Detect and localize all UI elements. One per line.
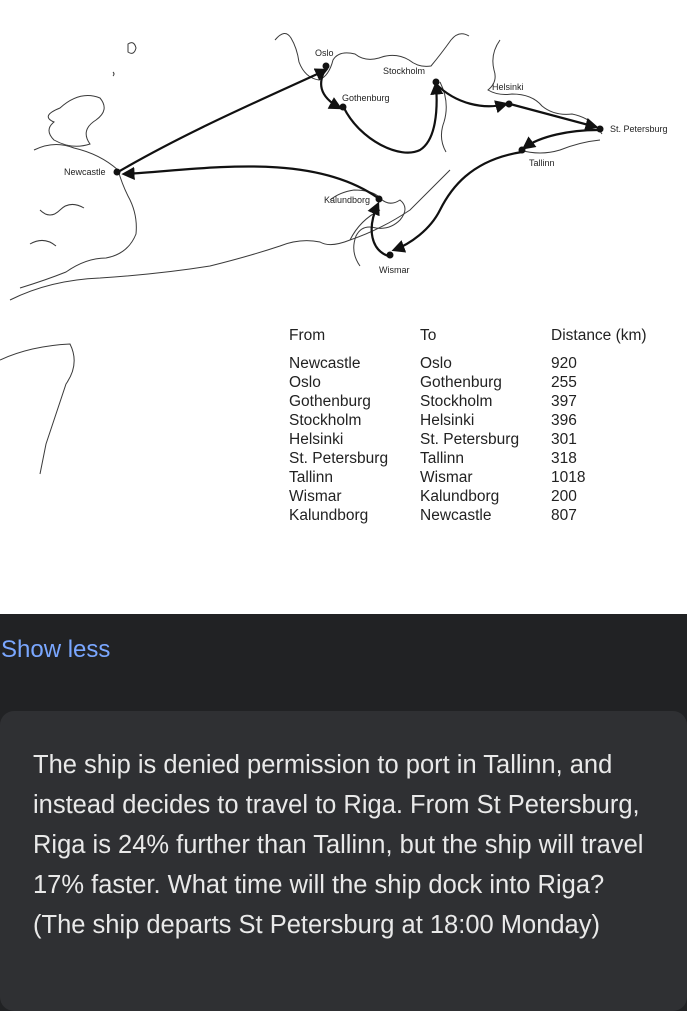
port-marker-stockholm	[433, 79, 440, 86]
label-newcastle: Newcastle	[64, 167, 106, 177]
cell-to: Gothenburg	[420, 374, 502, 391]
port-marker-helsinki	[506, 101, 513, 108]
cell-to: Wismar	[420, 469, 473, 486]
column-header-from: From	[289, 327, 326, 344]
table-row	[289, 354, 671, 373]
cell-from: Kalundborg	[289, 507, 369, 524]
port-marker-newcastle	[114, 169, 121, 176]
cell-from: St. Petersburg	[289, 450, 389, 467]
table-row	[289, 373, 671, 392]
cell-to: Kalundborg	[420, 488, 500, 505]
cell-distance: 318	[551, 450, 577, 467]
cell-from: Oslo	[289, 374, 321, 391]
label-stockholm: Stockholm	[383, 66, 426, 76]
port-labels	[64, 48, 668, 275]
label-wismar: Wismar	[379, 265, 410, 275]
cell-from: Gothenburg	[289, 393, 371, 410]
port-marker-tallinn	[519, 147, 526, 154]
label-st-petersburg: St. Petersburg	[610, 124, 668, 134]
port-marker-st-petersburg	[597, 126, 604, 133]
cell-distance: 920	[551, 355, 577, 372]
table-row	[289, 468, 671, 487]
cell-distance: 397	[551, 393, 577, 410]
cell-distance: 301	[551, 431, 577, 448]
column-header-to: To	[420, 327, 437, 344]
label-tallinn: Tallinn	[529, 158, 555, 168]
cell-distance: 1018	[551, 469, 586, 486]
table-row	[289, 430, 671, 449]
table-row	[289, 411, 671, 430]
table-row	[289, 506, 671, 525]
cell-distance: 807	[551, 507, 577, 524]
port-marker-wismar	[387, 252, 394, 259]
label-gothenburg: Gothenburg	[342, 93, 390, 103]
cell-to: St. Petersburg	[420, 431, 520, 448]
cell-to: Helsinki	[420, 412, 475, 429]
cell-to: Stockholm	[420, 393, 493, 410]
label-kalundborg: Kalundborg	[324, 195, 371, 205]
distance-table	[289, 326, 671, 525]
table-row	[289, 449, 671, 468]
show-less-link[interactable]: Show less	[1, 636, 111, 663]
cell-from: Tallinn	[289, 469, 333, 486]
label-helsinki: Helsinki	[492, 82, 524, 92]
cell-distance: 255	[551, 374, 577, 391]
table-row	[289, 487, 671, 506]
column-header-distance: Distance (km)	[551, 327, 647, 344]
table-header-row	[289, 326, 671, 354]
question-text: The ship is denied permission to port in Tallinn, and instead decides to travel to Riga. From St Petersburg, Riga is 24% further than Tallinn, but the ship will travel 17% faster. What time will the ship dock into Riga? (The ship departs St Petersburg at 18:00 Monday)	[33, 751, 644, 939]
cell-to: Newcastle	[420, 507, 492, 524]
label-oslo: Oslo	[315, 48, 334, 58]
cell-to: Tallinn	[420, 450, 464, 467]
question-card	[0, 711, 687, 1011]
cell-distance: 396	[551, 412, 577, 429]
port-marker-gothenburg	[340, 104, 347, 111]
cell-from: Stockholm	[289, 412, 362, 429]
cell-distance: 200	[551, 488, 577, 505]
port-marker-kalundborg	[376, 196, 383, 203]
cell-from: Wismar	[289, 488, 342, 505]
cell-from: Newcastle	[289, 355, 361, 372]
cell-to: Oslo	[420, 355, 452, 372]
cell-from: Helsinki	[289, 431, 344, 448]
table-row	[289, 392, 671, 411]
port-marker-oslo	[323, 63, 330, 70]
